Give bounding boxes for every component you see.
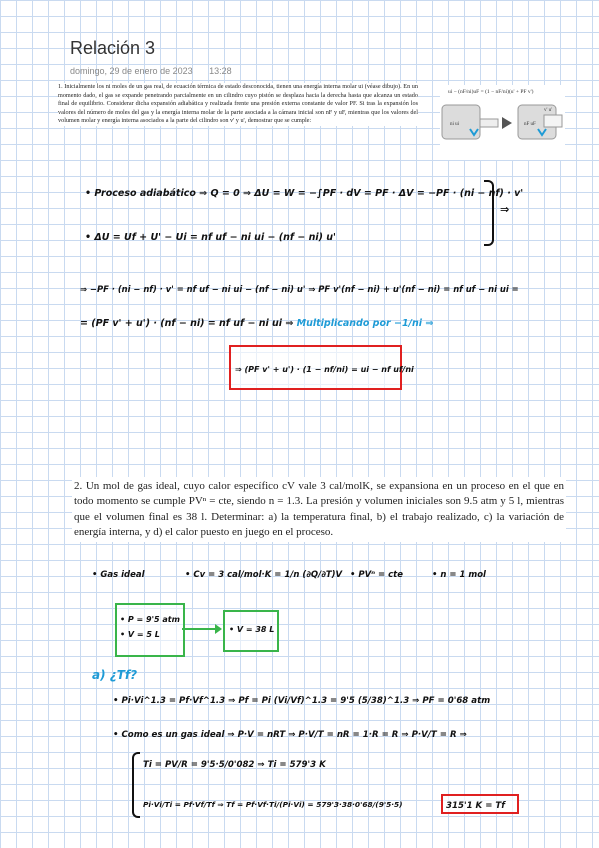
sol2-given-2: • Cv = 3 cal/mol·K = 1/n (∂Q/∂T)V [185, 570, 343, 580]
sol2-given-1: • Gas ideal [92, 570, 145, 580]
problem-1-text: 1. Inicialmente los ni moles de un gas real, de ecuación térmica de estado desconocida, tienen una energía interna molar ui (véase dibujo). En un momento dado, el gas se expande penetrando parcialmente en un cilindro cuyo pistón se desplaza hacia la derecha hasta que alcanza un estado final de equilibrio. Considerar dicha expansión adiabática y realizada frente una presión externa constante de valor PF. Si tras la expansión los valores del número de moles del gas y la energía interna molar de la parte asociada a la cámara inicial son nF y uF, mientras que los valores del volumen molar y energía interna asociados a la parte del cilindro son v' y u', demostrar que se cumple: [58, 83, 418, 125]
page-timestamp [70, 66, 246, 76]
sol1-line-4 [80, 318, 433, 329]
sol1-arrow: ⇒ [500, 203, 510, 216]
part-a-label: a) ¿Tf? [92, 668, 138, 682]
sol1-result-box: ⇒ (PF v' + u') · (1 − nf/ni) = ui − nf uf/ni [229, 345, 402, 390]
final-state-box [223, 610, 279, 652]
initial-state-box [115, 603, 185, 657]
sol1-line-3: ⇒ −PF · (ni − nf) · v' = nf uf − ni ui − (nf − ni) u' ⇒ PF v'(nf − ni) + u'(nf − ni) = nf uf − ni ui = [80, 284, 519, 294]
sol2-given-3: • PVⁿ = cte [350, 570, 403, 580]
figure-right-label-2: v' u' [544, 108, 553, 113]
figure-right-label-1: nF uF [524, 122, 536, 127]
sol1-line-1: • Proceso adiabático ⇒ Q = 0 ⇒ ΔU = W = −∫PF · dV = PF · ΔV = −PF · (ni − nf) · v' [85, 188, 524, 199]
state-arrow-icon [182, 622, 222, 636]
sol2-eq-3: Ti = PV/R = 9'5·5/0'082 ⇒ Ti = 579'3 K [143, 760, 326, 770]
problem-1-figure [440, 85, 565, 160]
brace-left [132, 752, 140, 818]
sol2-eq-4: Pi·Vi/Ti = Pf·Vf/Tf ⇒ Tf = Pf·Vf·Ti/(Pi·Vi) = 579'3·38·0'68/(9'5·5) [143, 800, 403, 809]
sol2-result-box: 315'1 K = Tf [441, 794, 519, 814]
sol1-line-2: • ΔU = Uf + U' − Ui = nf uf − ni ui − (nf − ni) u' [85, 232, 336, 243]
initial-pressure: • P = 9'5 atm [120, 615, 180, 624]
problem-1-formula: ui − (nF/ni)uF = (1 − nF/ni)(u' + PF v') [448, 89, 534, 95]
sol2-given-4: • n = 1 mol [432, 570, 486, 580]
page-time: 13:28 [209, 66, 232, 76]
final-volume: • V = 38 L [229, 625, 275, 634]
page-title: Relación 3 [70, 38, 156, 58]
cylinder-diagram [440, 95, 565, 155]
sol2-eq-2: • Como es un gas ideal ⇒ P·V = nRT ⇒ P·V/T = nR = 1·R = R ⇒ P·V/T = R ⇒ [113, 730, 467, 740]
initial-volume: • V = 5 L [120, 630, 160, 639]
problem-2-text: 2. Un mol de gas ideal, cuyo calor específico cV vale 3 cal/molK, se expansiona en un proceso en el que en todo momento se cumple PVⁿ = cte, siendo n = 1.3. La presión y volumen iniciales son 9.5 atm y 5 l, mientras que el volumen final es 38 l. Determinar: a) la temperatura final, b) el trabajo realizado, c) la variación de energía interna, y d) el calor puesto en juego en el proceso. [72, 477, 566, 542]
brace-right [484, 180, 494, 246]
sol1-line-4-main: = (PF v' + u') · (nf − ni) = nf uf − ni ui ⇒ [80, 318, 294, 329]
sol2-eq-1: • Pi·Vi^1.3 = Pf·Vf^1.3 ⇒ Pf = Pi (Vi/Vf)^1.3 = 9'5 (5/38)^1.3 ⇒ PF = 0'68 atm [113, 696, 491, 706]
figure-left-label: ni ui [450, 122, 460, 127]
sol1-line-4-note: Multiplicando por −1/ni ⇒ [296, 318, 434, 329]
page-date: domingo, 29 de enero de 2023 [70, 66, 193, 76]
